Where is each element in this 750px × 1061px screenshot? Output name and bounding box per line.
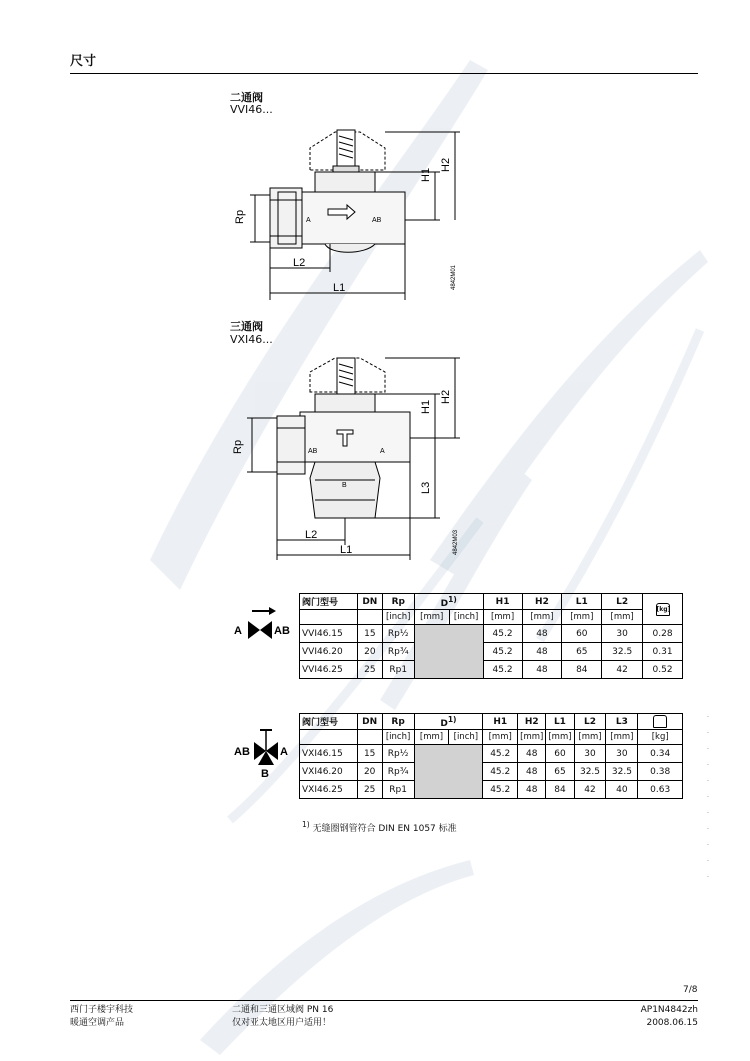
- table-row: VXI46.25 25 Rp1 45.2 48 84 42 40 0.63: [300, 781, 683, 799]
- two-way-model: VVI46...: [230, 103, 273, 116]
- three-way-symbol-right: A: [280, 746, 288, 758]
- two-way-port-ab: AB: [372, 217, 382, 224]
- page-title: 尺寸: [70, 54, 97, 69]
- two-way-rp-label: Rp: [234, 209, 246, 224]
- three-way-port-a: A: [380, 448, 385, 455]
- three-way-label: 三通阀: [230, 320, 263, 333]
- three-way-h1-label: H1: [420, 399, 432, 414]
- footer-rule: [70, 1000, 698, 1001]
- three-way-spec-table: 阀门型号 DN Rp $D^{1)}$ H1 H2 L1 L2 L3 [inch] [mm] [inch] [mm] [mm] [mm] [mm] [mm] [kg] VXI46.15 15 Rp½ 45.2 48 60 30 30 0.34 VXI46.20 20 Rp¾ 45.2 48 65 32.5 32.5 0.38 VXI46.25 25 Rp1 45.2 48 84 42 40 0.63: [299, 713, 683, 799]
- header-l2: L2: [602, 594, 643, 610]
- two-way-drawing-code: 4842M01: [451, 264, 457, 290]
- three-way-l2-label: L2: [305, 529, 318, 541]
- header-l1: L1: [546, 714, 574, 730]
- top-rule: [70, 73, 698, 74]
- header-h2: H2: [518, 714, 546, 730]
- page-number: 7/8: [683, 985, 698, 995]
- header-model: 阀门型号: [300, 594, 358, 610]
- three-way-model: VXI46...: [230, 333, 273, 346]
- header-d: $D^{1)}$: [414, 594, 483, 610]
- footnote-text: 无缝圈钢管符合 DIN EN 1057 标准: [309, 824, 457, 834]
- footnote: [302, 820, 457, 834]
- header-rp: Rp: [382, 714, 414, 730]
- weight-header: [638, 714, 683, 730]
- two-way-label: 二通阀: [230, 91, 263, 104]
- two-way-h1-label: H1: [420, 167, 432, 182]
- footer-middle: 二通和三通区域阀 PN 16 仅对亚太地区用户适用！: [232, 1005, 334, 1028]
- header-l1: L1: [562, 594, 602, 610]
- three-way-l3-label: L3: [420, 481, 432, 494]
- two-way-l2-label: L2: [293, 257, 306, 269]
- footnote-mark: 1): [302, 820, 310, 829]
- three-way-h2-label: H2: [440, 389, 452, 404]
- three-way-port-b: B: [342, 482, 347, 489]
- table-row: VVI46.15 15 Rp½ 45.2 48 60 30 0.28: [300, 625, 683, 643]
- three-way-valve-symbol: [232, 725, 297, 780]
- header-l2: L2: [574, 714, 606, 730]
- header-h2: H2: [522, 594, 562, 610]
- two-way-valve-symbol: [232, 605, 297, 640]
- header-dn: DN: [357, 714, 382, 730]
- header-model: 阀门型号: [300, 714, 358, 730]
- weight-icon: [kg]: [656, 603, 670, 616]
- footer-left: 西门子楼宇科技 暖通空调产品: [70, 1005, 134, 1028]
- two-way-symbol-left: A: [234, 625, 242, 637]
- three-way-l1-label: L1: [340, 544, 353, 556]
- three-way-symbol-bottom: B: [261, 768, 269, 780]
- two-way-l1-label: L1: [333, 282, 346, 294]
- weight-icon: [653, 715, 667, 728]
- table-row: VVI46.20 20 Rp¾ 45.2 48 65 32.5 0.31: [300, 643, 683, 661]
- footer-right: AP1N4842zh 2008.06.15: [640, 1005, 698, 1028]
- three-way-port-ab: AB: [308, 448, 318, 455]
- two-way-h2-label: H2: [440, 157, 452, 172]
- header-rp: Rp: [382, 594, 414, 610]
- table-row: VXI46.20 20 Rp¾ 45.2 48 65 32.5 32.5 0.38: [300, 763, 683, 781]
- three-way-valve-drawing: [225, 350, 475, 565]
- table-row: VVI46.25 25 Rp1 45.2 48 84 42 0.52: [300, 661, 683, 679]
- two-way-spec-table: 阀门型号 DN Rp $D^{1)}$ H1 H2 L1 L2 [kg] [inch] [mm] [inch] [mm] [mm] [mm] [mm] VVI46.15 15 Rp½ 45.2 48 60 30 0.28 VVI46.20 20 Rp¾ 45.2 48 65 32.5 0.31 VVI46.25 25 Rp1 45.2 48 84 42 0.52: [299, 593, 683, 679]
- two-way-port-a: A: [306, 217, 311, 224]
- two-way-symbol-right: AB: [274, 625, 290, 637]
- weight-header: [643, 594, 683, 625]
- table-row: VXI46.15 15 Rp½ 45.2 48 60 30 30 0.34: [300, 745, 683, 763]
- header-h1: H1: [483, 594, 522, 610]
- two-way-valve-drawing: [225, 120, 475, 300]
- header-l3: L3: [606, 714, 638, 730]
- margin-dots: . . . . . . . . . . .: [707, 712, 709, 879]
- header-dn: DN: [357, 594, 382, 610]
- three-way-drawing-code: 4842M03: [453, 529, 459, 555]
- header-h1: H1: [483, 714, 518, 730]
- three-way-rp-label: Rp: [232, 439, 244, 454]
- three-way-symbol-left: AB: [234, 746, 250, 758]
- header-d: $D^{1)}$: [414, 714, 483, 730]
